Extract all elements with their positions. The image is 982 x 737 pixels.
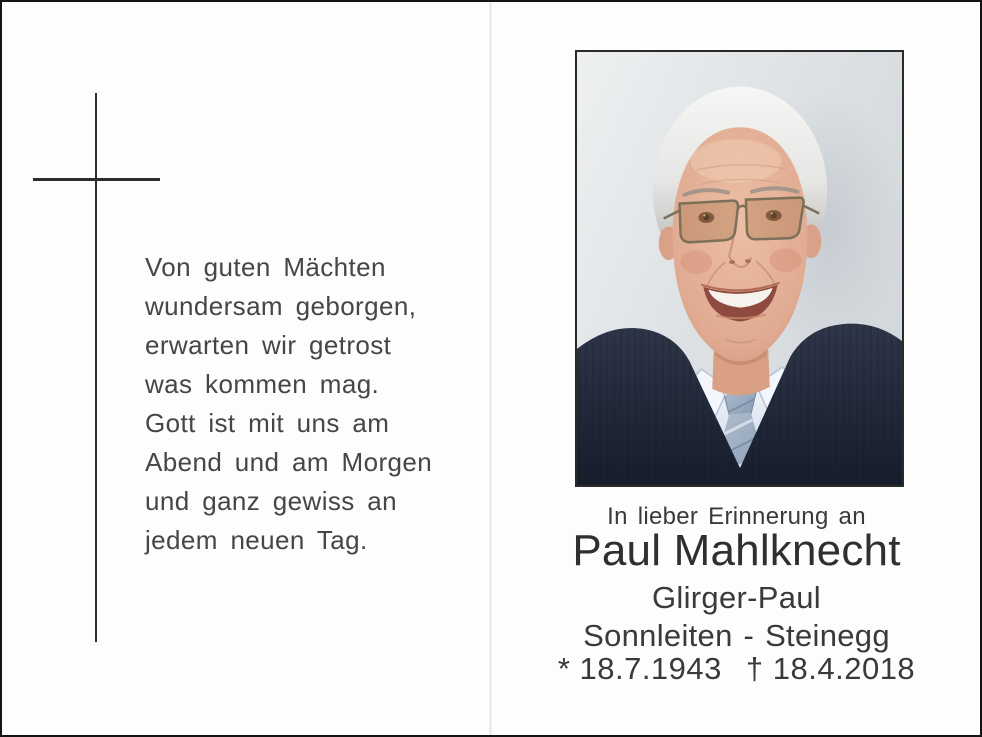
birth-date: * 18.7.1943 — [557, 651, 722, 686]
cross-vertical-bar — [95, 93, 97, 642]
poem-line: und ganz gewiss an — [145, 486, 398, 516]
poem-line: erwarten wir getrost — [145, 330, 392, 360]
poem-line: wundersam geborgen, — [145, 291, 417, 321]
poem-line: was kommen mag. — [145, 369, 380, 399]
poem-text — [145, 248, 475, 560]
deceased-name: Paul Mahlknecht — [572, 526, 901, 575]
poem-line: Gott ist mit uns am — [145, 408, 390, 438]
portrait-photo — [577, 52, 902, 485]
caption-intro: In lieber Erinnerung an — [607, 503, 866, 530]
life-dates — [491, 651, 982, 687]
poem-line: jedem neuen Tag. — [145, 525, 368, 555]
place-name: Sonnleiten - Steinegg — [583, 618, 890, 653]
portrait-photo-frame — [575, 50, 904, 487]
poem-line: Abend und am Morgen — [145, 447, 433, 477]
cross-horizontal-bar — [33, 178, 160, 181]
poem-line: Von guten Mächten — [145, 252, 386, 282]
house-name: Glirger-Paul — [652, 580, 821, 615]
death-date: † 18.4.2018 — [745, 651, 916, 686]
